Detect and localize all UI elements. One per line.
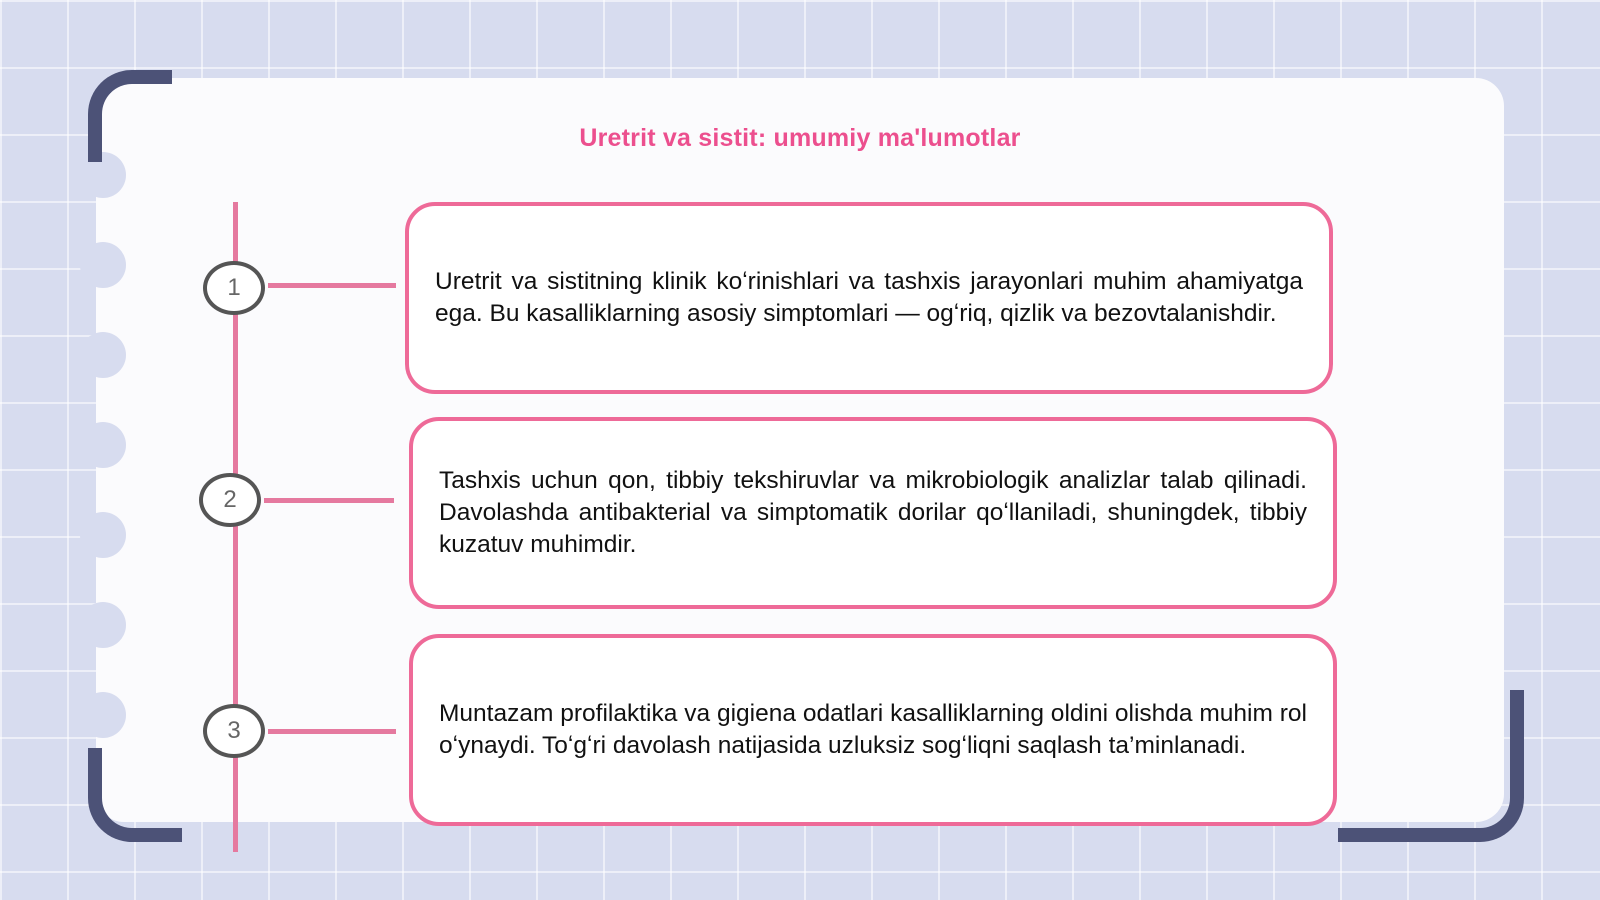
paper-notch bbox=[80, 692, 126, 738]
timeline-connector-3 bbox=[268, 729, 396, 734]
paper-notch bbox=[80, 242, 126, 288]
frame-corner-bottom-left bbox=[88, 748, 182, 842]
info-box-2-text: Tashxis uchun qon, tibbiy tekshiruvlar va mikrobiologik analizlar talab qilinadi. Davolashda antibakterial va simptomatik dorilar qoʻllaniladi, shuningdek, tibbiy kuzatuv muhimdir. bbox=[439, 467, 1307, 558]
paper-notch bbox=[80, 512, 126, 558]
paper-notch bbox=[80, 332, 126, 378]
step-number-2: 2 bbox=[199, 473, 261, 527]
info-box-1 bbox=[405, 202, 1333, 394]
info-box-3 bbox=[409, 634, 1337, 826]
timeline-connector-2 bbox=[264, 498, 394, 503]
step-number-1: 1 bbox=[203, 261, 265, 315]
paper-notch bbox=[80, 422, 126, 468]
timeline-connector-1 bbox=[268, 283, 396, 288]
info-box-2 bbox=[409, 417, 1337, 609]
step-number-3: 3 bbox=[203, 704, 265, 758]
slide-title: Uretrit va sistit: umumiy ma'lumotlar bbox=[579, 124, 1021, 152]
info-box-1-text: Uretrit va sistitning klinik koʻrinishlari va tashxis jarayonlari muhim ahamiyatga ega. Bu kasalliklarning asosiy simptomlari — ogʻriq, qizlik va bezovtalanishdir. bbox=[435, 268, 1303, 327]
frame-corner-bottom-right bbox=[1338, 690, 1524, 842]
paper-notch bbox=[80, 602, 126, 648]
info-box-3-text: Muntazam profilaktika va gigiena odatlari kasalliklarning oldini olishda muhim rol oʻynaydi. Toʻgʻri davolash natijasida uzluksiz sogʻliqni saqlash ta’minlanadi. bbox=[439, 700, 1307, 759]
